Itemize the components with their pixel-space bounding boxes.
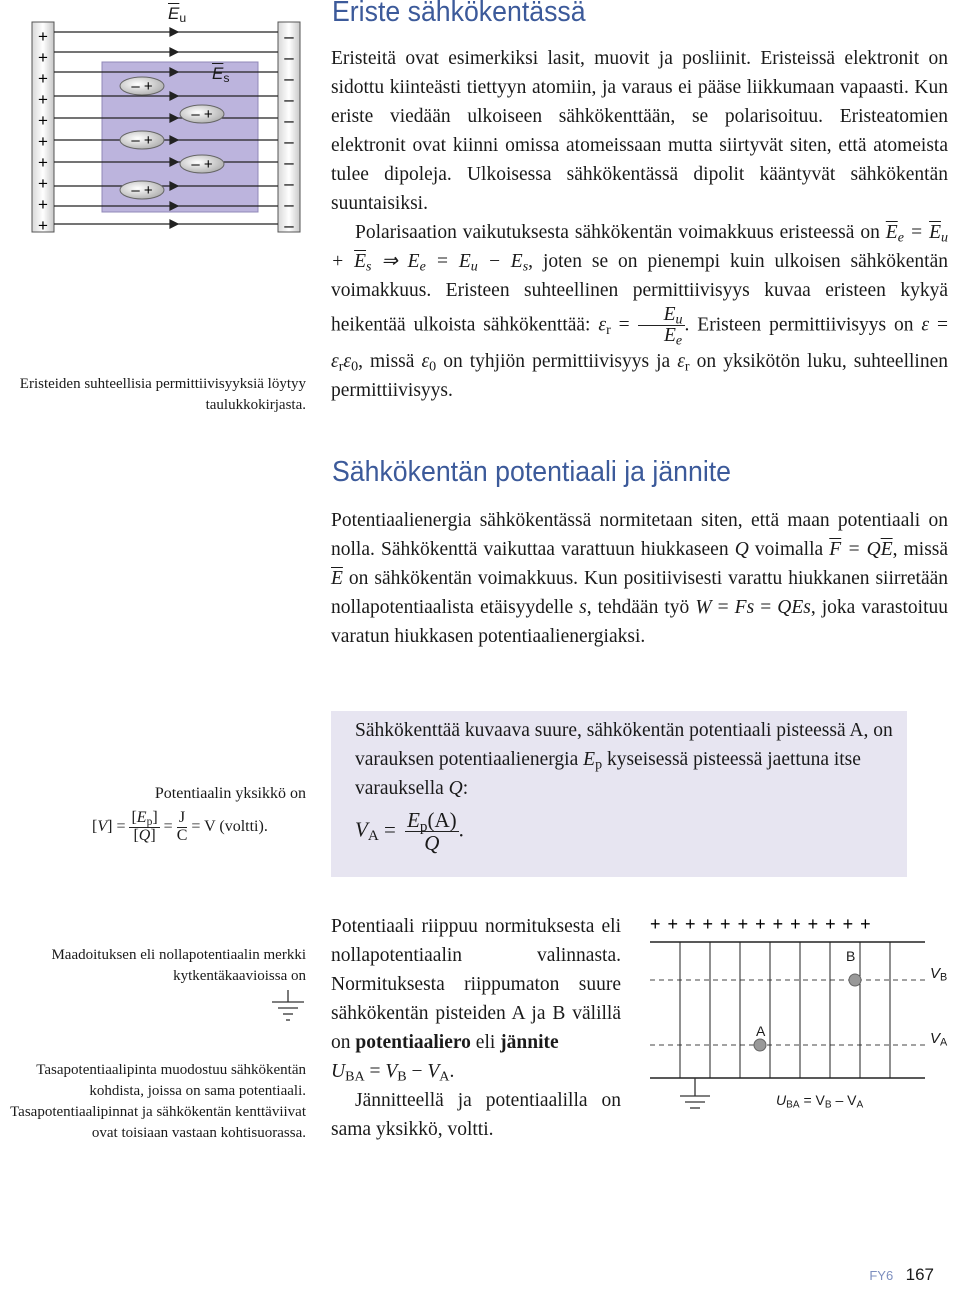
plus-row: + + + + + + + + + + + + +	[650, 914, 872, 934]
plus-sign: +	[38, 27, 48, 46]
ground-note: Maadoituksen eli nollapotentiaalin merkki kytkentäkaavioissa on	[51, 947, 306, 984]
unit-formula: [V] = $\frac{[E_p]}{[Q]}$ = $\frac{J}{C}$ = V (voltti).	[92, 809, 268, 844]
potential-definition-text: Sähkökenttää kuvaava suure, sähkökentän potentiaali pisteessä A, on varauksen potentiaalienergia $E_p$ kyseisessä pisteessä jaettuna itse varauksella Q: $V_A$ = $\frac{E_p(A)}{Q}$ .	[355, 716, 895, 854]
point-A	[754, 1039, 766, 1051]
page-number: 167	[905, 1265, 934, 1284]
section1-para2: Polarisaation vaikutuksesta sähkökentän voimakkuus eristeessä on $\overline{E}_e = \overline{E}_u + \overline{E}_s$ ⇒ $E_e = E_u - E_s$, joten se on pienempi kuin ulkoisen sähkökentän voimakkuus. Eristeen suhteellinen permittiivisyys kuvaa eristeen kykyä heikentää ulkoista sähkökenttää: $\varepsilon_r$ = $\frac{E_u}{E_e}$ . Eristeen permittiivisyys on $\varepsilon = \varepsilon_r\varepsilon_0$, missä $\varepsilon_0$ on tyhjiön permittiivisyys ja $\varepsilon_r$ on yksikötön luku, suhteellinen permittiivisyys.	[331, 222, 948, 401]
minus-sign: –	[284, 27, 294, 46]
footer	[869, 1265, 934, 1285]
section2-para1: Potentiaalienergia sähkökentässä normitetaan siten, että maan potentiaali on nolla. Sähkökenttä vaikuttaa varattuun hiukkaseen Q voimalla $\overline{F} = Q\overline{E}$, missä $\overline{E}$ on sähkökentän voimakkuus. Kun positiivisesti varattu hiukkanen siirretään nollapotentiaalista etäisyydelle s, tehdään työ W = Fs = QEs, joka varastoituu varatun hiukkasen potentiaalienergiaksi.	[331, 510, 949, 647]
minus-sign: –	[284, 174, 294, 193]
section-title-potential: Sähkökentän potentiaali ja jännite	[332, 456, 732, 488]
section1-para1: Eristeitä ovat esimerkiksi lasit, muovit ja posliinit. Eristeissä elektronit on sidottu kiinteästi tiettyyn atomiin, ja varaus ei pääse liikkumaan vapaasti. Kun eriste viedään ulkoiseen sähkökenttään, se polarisoituu. Eristeatomien elektronit ovat kiinni omissa atomeissaan mutta siirtyvät siten, että atomeista tulee dipoleja. Ulkoisessa sähkökentässä dipolit kääntyvät sähkökentän suuntaisiksi.	[331, 48, 948, 214]
dipole-charges: – +	[131, 182, 153, 199]
fig2-formula: $U_{BA} = V_B - V_A$	[776, 1092, 864, 1111]
ground-icon	[268, 990, 308, 1024]
section2-text	[331, 506, 948, 651]
plus-sign: +	[38, 132, 48, 151]
label-A: A	[756, 1023, 766, 1039]
point-B	[849, 974, 861, 986]
plus-sign: +	[38, 111, 48, 130]
equipotential-note: Tasapotentiaalipinta muodostuu sähkökentän kohdista, joissa on sama potentiaali. Tasapotentiaalipinnat ja sähkökentän kenttäviivat ovat toisiaan vastaan kohtisuorassa.	[10, 1062, 306, 1141]
minus-sign: –	[284, 216, 294, 235]
plus-sign: +	[38, 195, 48, 214]
minus-sign: –	[284, 111, 294, 130]
dipole-charges: – +	[191, 106, 213, 123]
section-title-dielectric: Eriste sähkökentässä	[332, 0, 586, 28]
field-arrow	[170, 220, 178, 228]
fig1-label-Eu: $\overline{E}_u$	[168, 4, 187, 26]
dipole-charges: – +	[131, 132, 153, 149]
dipole-charges: – +	[191, 156, 213, 173]
voltage-text: Potentiaali riippuu normituksesta eli nollapotentiaalin valinnasta. Normituksesta riippumaton suure sähkökentän pisteiden A ja B välillä on potentiaaliero eli jännite $U_{BA} = V_B - V_A$. Jännitteellä ja potentiaalilla on sama yksikkö, voltti.	[331, 916, 621, 1140]
book-code: FY6	[869, 1268, 894, 1283]
minus-sign: –	[284, 48, 294, 67]
dipole-charges: – +	[131, 78, 153, 95]
side-note-permittivity: Eristeiden suhteellisia permittiivisyyksiä löytyy taulukkokirjasta.	[19, 376, 306, 413]
plus-sign: +	[38, 174, 48, 193]
label-B: B	[846, 948, 856, 964]
label-VA: $V_A$	[930, 1030, 948, 1049]
fig1-label-Es: $\overline{E}_s$	[212, 64, 230, 86]
ground-icon	[680, 1078, 710, 1108]
potential-formula: $V_A$ = $\frac{E_p(A)}{Q}$ .	[355, 808, 464, 856]
field-arrow	[170, 48, 178, 56]
minus-sign: –	[284, 69, 294, 88]
minus-sign: –	[284, 90, 294, 109]
minus-sign: –	[284, 132, 294, 151]
plus-sign: +	[38, 90, 48, 109]
minus-sign: –	[284, 153, 294, 172]
unit-note: Potentiaalin yksikkö on	[154, 785, 306, 802]
plus-sign: +	[38, 69, 48, 88]
plus-sign: +	[38, 48, 48, 67]
voltage-formula: $U_{BA} = V_B - V_A$.	[331, 1061, 455, 1085]
field-arrow	[170, 28, 178, 36]
dielectric-figure	[20, 0, 320, 250]
minus-sign: –	[284, 195, 294, 214]
label-VB: $V_B$	[930, 965, 948, 984]
plus-sign: +	[38, 153, 48, 172]
plus-sign: +	[38, 216, 48, 235]
section1-text	[331, 44, 948, 405]
